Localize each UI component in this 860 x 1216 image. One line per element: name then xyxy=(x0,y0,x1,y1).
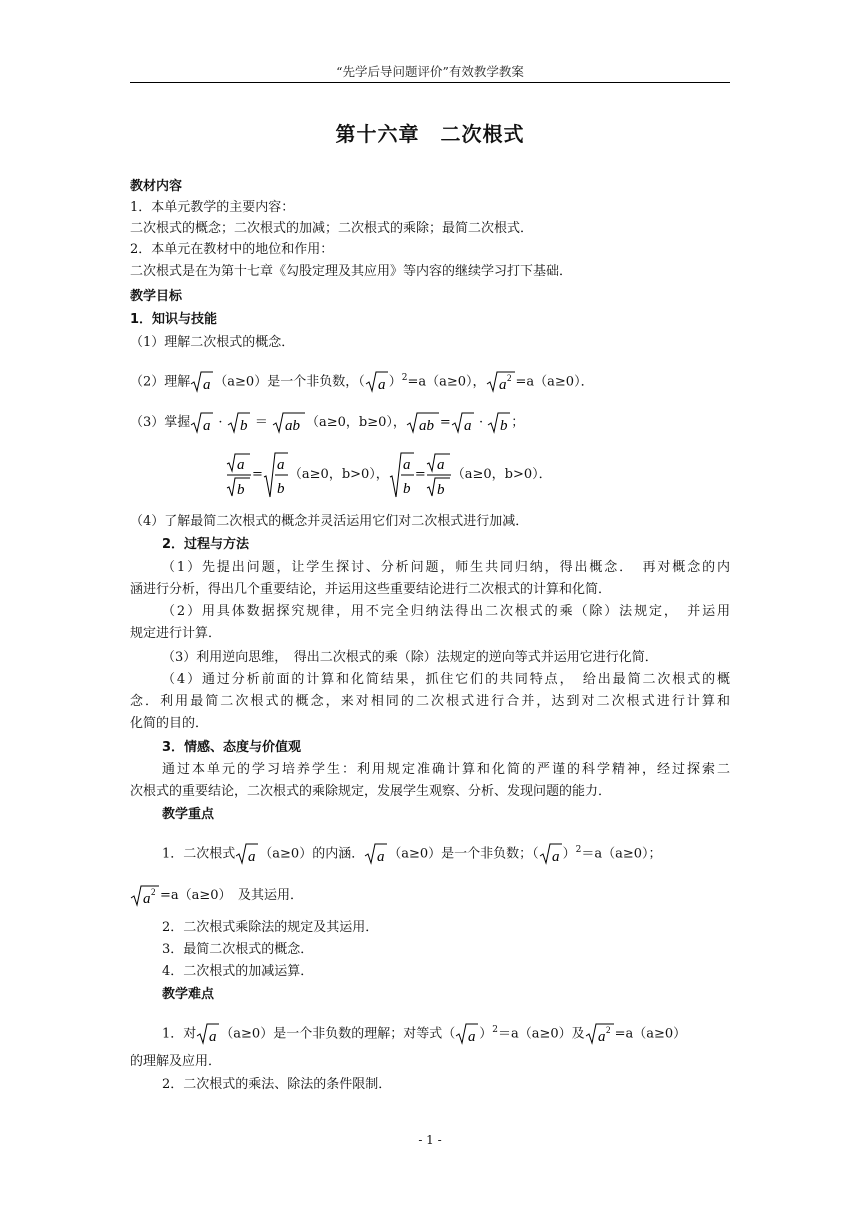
subsection-heading: 1．知识与技能 xyxy=(130,312,218,327)
sqrt-a-formula xyxy=(451,411,475,435)
svg-text:a: a xyxy=(436,456,445,473)
subsection-heading: 2．过程与方法 xyxy=(162,537,250,552)
svg-text:a: a xyxy=(276,456,285,473)
paragraph-line: （2）用具体数据探究规律，用不完全归纳法得出二次根式的乘（除）法规定， 并运用 xyxy=(162,604,730,619)
paragraph-line: 1．本单元教学的主要内容： xyxy=(130,200,295,215)
paragraph-line: 3．最简二次根式的概念． xyxy=(162,942,314,957)
formula-line-objective-3: （3）掌握 a · b ＝ ab （a≥0，b≥0）， ab = a · b ； xyxy=(130,410,730,436)
running-header: “先学后导问题评价”有效教学教案 xyxy=(336,64,524,79)
formula-line-division: a b = a b （a≥0，b>0）， a b = a b （a≥0，b>0）． xyxy=(226,450,826,500)
sqrt-a-squared-formula xyxy=(585,1022,615,1046)
svg-text:a: a xyxy=(597,1028,606,1045)
svg-text:a: a xyxy=(203,417,211,434)
paragraph-line: （4）了解最简二次根式的概念并灵活运用它们对二次根式进行加减． xyxy=(130,514,529,529)
sqrt-a-formula xyxy=(365,370,389,394)
sqrt-a-formula xyxy=(196,1022,220,1046)
subsection-heading: 3．情感、态度与价值观 xyxy=(162,740,302,755)
svg-text:b: b xyxy=(276,480,285,497)
section-heading: 教学难点 xyxy=(162,987,215,1002)
paragraph-line: 念．利用最简二次根式的概念，来对相同的二次根式进行合并，达到对二次根式进行计算和 xyxy=(130,694,730,709)
sqrt-a-over-b xyxy=(389,451,415,499)
paragraph-line: （4）通过分析前面的计算和化简结果，抓住它们的共同特点， 给出最简二次根式的概 xyxy=(162,672,730,687)
sqrt-a-formula xyxy=(235,842,259,866)
svg-text:a: a xyxy=(248,848,256,865)
paragraph-line: 通过本单元的学习培养学生：利用规定准确计算和化简的严谨的科学精神，经过探索二 xyxy=(162,762,730,777)
paragraph-line: 4．二次根式的加减运算． xyxy=(162,964,314,979)
svg-text:a: a xyxy=(402,456,411,473)
sqrt-b-formula xyxy=(227,411,251,435)
sqrt-a-squared-formula xyxy=(130,884,160,908)
paragraph-line: 2．本单元在教材中的地位和作用： xyxy=(130,242,334,257)
paragraph-line: 二次根式是在为第十七章《勾股定理及其应用》等内容的继续学习打下基础． xyxy=(130,264,573,279)
paragraph-line: （1）理解二次根式的概念． xyxy=(130,335,295,350)
sqrt-a-over-b xyxy=(263,451,289,499)
svg-text:b: b xyxy=(436,481,445,498)
svg-text:a: a xyxy=(498,376,507,393)
paragraph-line: 规定进行计算． xyxy=(130,626,222,641)
svg-text:a: a xyxy=(463,417,472,434)
formula-line-key-point-1: 1．二次根式 a （a≥0）的内涵． a （a≥0）是一个非负数；（ a ）$^2$＝a（a≥0）； xyxy=(162,837,730,863)
paragraph-line: 涵进行分析，得出几个重要结论，并运用这些重要结论进行二次根式的计算和化简． xyxy=(130,582,612,597)
svg-text:a: a xyxy=(237,456,245,473)
paragraph-line: 二次根式的概念；二次根式的加减；二次根式的乘除；最简二次根式． xyxy=(130,221,534,236)
sqrt-a-formula xyxy=(455,1022,479,1046)
svg-text:ab: ab xyxy=(418,417,434,434)
sqrt-a-formula xyxy=(364,842,388,866)
fraction-sqrt-a-over-sqrt-b xyxy=(226,451,252,499)
sqrt-a-formula xyxy=(539,842,563,866)
formula-line-difficulty-1: 1．对 a （a≥0）是一个非负数的理解；对等式（ a ）$^2$＝a（a≥0）及 a 2 =a（a≥0） xyxy=(162,1017,730,1043)
svg-text:a: a xyxy=(203,376,211,393)
sqrt-ab-formula xyxy=(272,411,306,435)
sqrt-a-formula xyxy=(190,370,214,394)
paragraph-line: （3）利用逆向思维， 得出二次根式的乘（除）法规定的逆向等式并运用它进行化简． xyxy=(162,650,658,665)
svg-text:a: a xyxy=(377,376,386,393)
formula-line-key-point-1b: a 2 =a（a≥0） 及其运用． xyxy=(130,883,730,909)
paragraph-line: 次根式的重要结论，二次根式的乘除规定，发展学生观察、分析、发现问题的能力． xyxy=(130,784,612,799)
page-number: - 1 - xyxy=(418,1133,442,1147)
svg-text:ab: ab xyxy=(285,417,300,434)
chapter-title: 第十六章 二次根式 xyxy=(335,122,525,146)
paragraph-line: （1）先提出问题，让学生探讨、分析问题，师生共同归纳，得出概念． 再对概念的内 xyxy=(162,560,730,575)
paragraph-line: 2．二次根式乘除法的规定及其运用． xyxy=(162,920,379,935)
section-heading: 教学重点 xyxy=(162,807,215,822)
svg-text:b: b xyxy=(500,417,508,434)
sqrt-a-formula xyxy=(190,411,214,435)
svg-text:a: a xyxy=(468,1028,476,1045)
sqrt-a-squared-formula xyxy=(486,370,516,394)
svg-text:a: a xyxy=(377,848,385,865)
paragraph-line: 化简的目的． xyxy=(130,716,209,731)
svg-text:a: a xyxy=(209,1028,217,1045)
svg-text:b: b xyxy=(402,480,411,497)
fraction-sqrt-a-over-sqrt-b xyxy=(426,451,452,499)
paragraph-line: 的理解及应用． xyxy=(130,1054,222,1069)
section-heading: 教材内容 xyxy=(130,179,183,194)
sqrt-ab-formula xyxy=(406,411,440,435)
sqrt-b-formula xyxy=(487,411,511,435)
svg-text:2: 2 xyxy=(605,1024,611,1035)
svg-text:a: a xyxy=(143,890,151,907)
svg-text:2: 2 xyxy=(506,372,512,383)
header-rule xyxy=(130,82,730,83)
svg-text:2: 2 xyxy=(151,886,156,897)
formula-line-objective-2: （2）理解 a （a≥0）是一个非负数，（ a ）$^2$=a（a≥0）， a 2 =a（a≥0）． xyxy=(130,365,730,391)
svg-text:a: a xyxy=(551,848,560,865)
section-heading: 教学目标 xyxy=(130,289,183,304)
svg-text:b: b xyxy=(239,417,248,434)
paragraph-line: 2．二次根式的乘法、除法的条件限制． xyxy=(162,1077,392,1092)
svg-text:b: b xyxy=(237,481,245,498)
